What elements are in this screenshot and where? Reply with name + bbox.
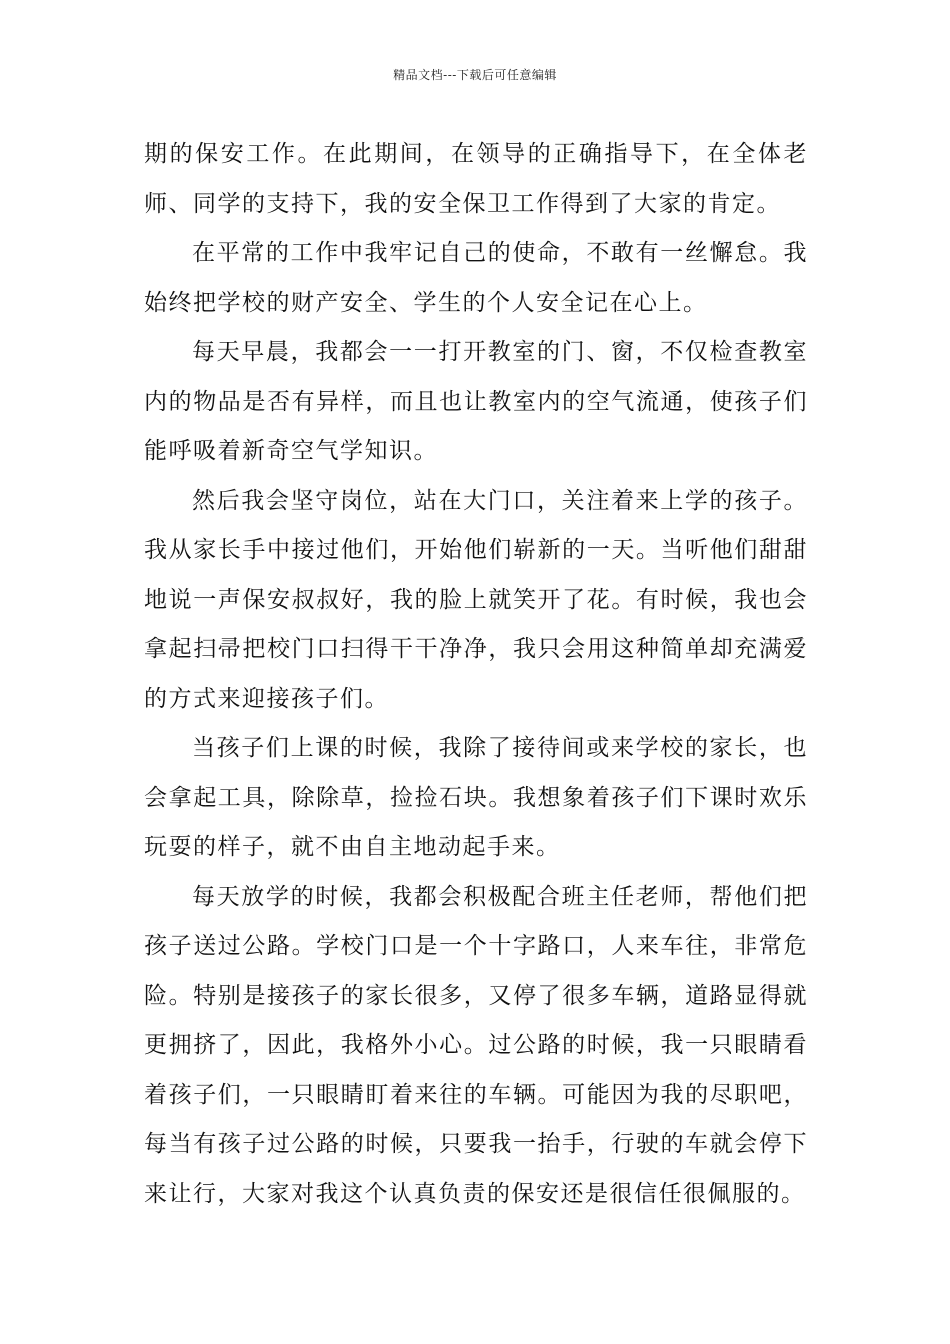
document-body [144, 130, 808, 1219]
paragraph: 每天放学的时候，我都会积极配合班主任老师，帮他们把孩子送过公路。学校门口是一个十字路口，人来车往，非常危险。特别是接孩子的家长很多，又停了很多车辆，道路显得就更拥挤了，因此，我格外小心。过公路的时候，我一只眼睛看着孩子们，一只眼睛盯着来往的车辆。可能因为我的尽职吧，每当有孩子过公路的时候，只要我一抬手，行驶的车就会停下来让行，大家对我这个认真负责的保安还是很信任很佩服的。 [144, 883, 808, 1207]
paragraph: 然后我会坚守岗位，站在大门口，关注着来上学的孩子。我从家长手中接过他们，开始他们崭新的一天。当听他们甜甜地说一声保安叔叔好，我的脸上就笑开了花。有时候，我也会拿起扫帚把校门口扫得干干净净，我只会用这种简单却充满爱的方式来迎接孩子们。 [144, 487, 808, 712]
paragraph: 在平常的工作中我牢记自己的使命，不敢有一丝懈怠。我始终把学校的财产安全、学生的个人安全记在心上。 [144, 240, 808, 316]
paragraph: 每天早晨，我都会一一打开教室的门、窗，不仅检查教室内的物品是否有异样，而且也让教室内的空气流通，使孩子们能呼吸着新奇空气学知识。 [144, 339, 808, 464]
page-header: 精品文档---下载后可任意编辑 [393, 68, 557, 82]
paragraph: 当孩子们上课的时候，我除了接待间或来学校的家长，也会拿起工具，除除草，捡捡石块。我想象着孩子们下课时欢乐玩耍的样子，就不由自主地动起手来。 [144, 735, 808, 860]
paragraph-continued: 期的保安工作。在此期间，在领导的正确指导下，在全体老师、同学的支持下，我的安全保卫工作得到了大家的肯定。 [144, 141, 808, 217]
